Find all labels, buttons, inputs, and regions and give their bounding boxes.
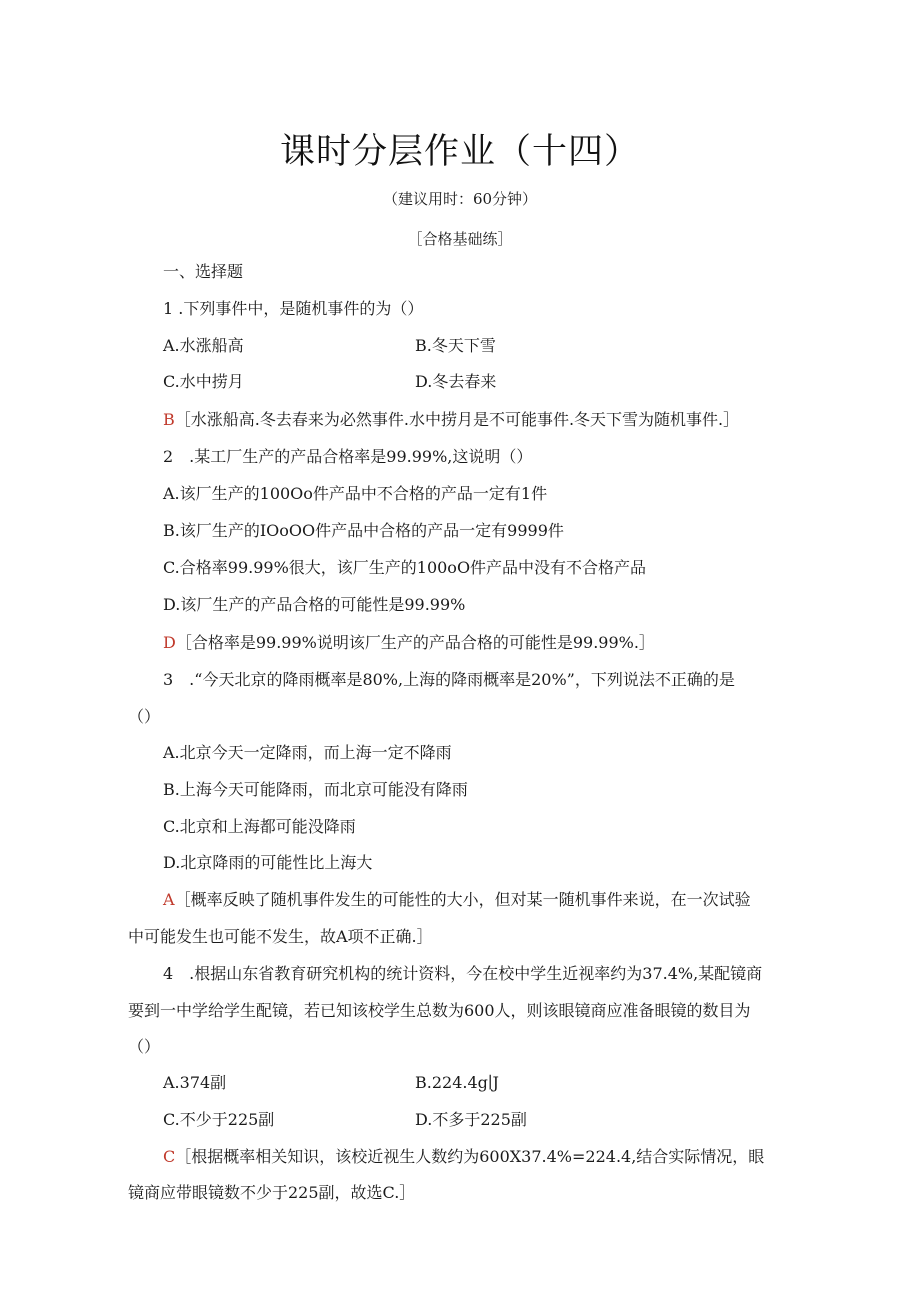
question-2-answer xyxy=(163,633,655,653)
question-2-option-d: D.该厂生产的产品合格的可能性是99.99% xyxy=(163,595,466,614)
question-4-option-c: C.不少于225副 xyxy=(163,1110,275,1129)
question-3-stem-line-1: 3 .“今天北京的降雨概率是80%,上海的降雨概率是20%”，下列说法不正确的是 xyxy=(163,670,735,689)
answer-letter: A xyxy=(163,890,175,909)
question-4-stem-line-2: 要到一中学给学生配镜，若已知该校学生总数为600人，则该眼镜商应准备眼镜的数目为 xyxy=(128,1001,751,1020)
question-3-option-b: B.上海今天可能降雨，而北京可能没有降雨 xyxy=(163,780,468,799)
question-4-option-a: A.374副 xyxy=(163,1073,227,1092)
answer-explanation: ［根据概率相关知识，该校近视生人数约为600X37.4%=224.4,结合实际情况，眼 xyxy=(175,1147,765,1166)
answer-explanation: ［水涨船高.冬去春来为必然事件.水中捞月是不可能事件.冬天下雪为随机事件.］ xyxy=(174,410,740,429)
question-4-stem-line-3: （） xyxy=(128,1037,161,1056)
question-3-stem-line-2: （） xyxy=(128,707,161,726)
question-3-answer-line-1 xyxy=(163,890,751,910)
question-3-option-c: C.北京和上海都可能没降雨 xyxy=(163,817,356,836)
question-1-option-d: D.冬去春来 xyxy=(415,372,497,391)
question-2-option-c: C.合格率99.99%很大，该厂生产的100oO件产品中没有不合格产品 xyxy=(163,558,647,577)
question-1-option-b: B.冬天下雪 xyxy=(415,336,496,355)
answer-letter: B xyxy=(163,410,175,429)
question-3-option-a: A.北京今天一定降雨，而上海一定不降雨 xyxy=(163,743,452,762)
page-title: 课时分层作业（十四） xyxy=(279,132,640,172)
question-4-answer-line-2: 镜商应带眼镜数不少于225副，故选C.］ xyxy=(128,1183,416,1202)
answer-letter: D xyxy=(163,633,176,652)
question-2-option-b: B.该厂生产的IOoOO件产品中合格的产品一定有9999件 xyxy=(163,521,564,540)
question-4-answer-line-1 xyxy=(163,1147,764,1167)
question-4-option-d: D.不多于225副 xyxy=(415,1110,527,1129)
question-1-option-c: C.水中捞月 xyxy=(163,372,244,391)
answer-explanation: ［概率反映了随机事件发生的可能性的大小，但对某一随机事件来说，在一次试验 xyxy=(174,890,751,909)
question-4-stem-line-1: 4 .根据山东省教育研究机构的统计资料，今在校中学生近视率约为37.4%,某配镜商 xyxy=(163,964,763,983)
question-1-stem: 1 .下列事件中，是随机事件的为（） xyxy=(163,299,424,318)
question-3-answer-line-2: 中可能发生也可能不发生，故A项不正确.］ xyxy=(128,927,433,946)
question-4-option-b: B.224.4g∣J xyxy=(415,1073,499,1092)
question-1-option-a: A.水涨船高 xyxy=(163,336,244,355)
time-note: （建议用时：60分钟） xyxy=(382,190,538,208)
answer-letter: C xyxy=(163,1147,176,1166)
answer-explanation: ［合格率是99.99%说明该厂生产的产品合格的可能性是99.99%.］ xyxy=(175,633,655,652)
section-tag: ［合格基础练］ xyxy=(407,230,513,248)
question-2-option-a: A.该厂生产的100Oo件产品中不合格的产品一定有1件 xyxy=(163,484,548,503)
question-2-stem: 2 .某工厂生产的产品合格率是99.99%,这说明（） xyxy=(163,447,533,466)
question-1-answer xyxy=(163,410,739,430)
section-heading: 一、选择题 xyxy=(163,262,244,281)
question-3-option-d: D.北京降雨的可能性比上海大 xyxy=(163,853,373,872)
